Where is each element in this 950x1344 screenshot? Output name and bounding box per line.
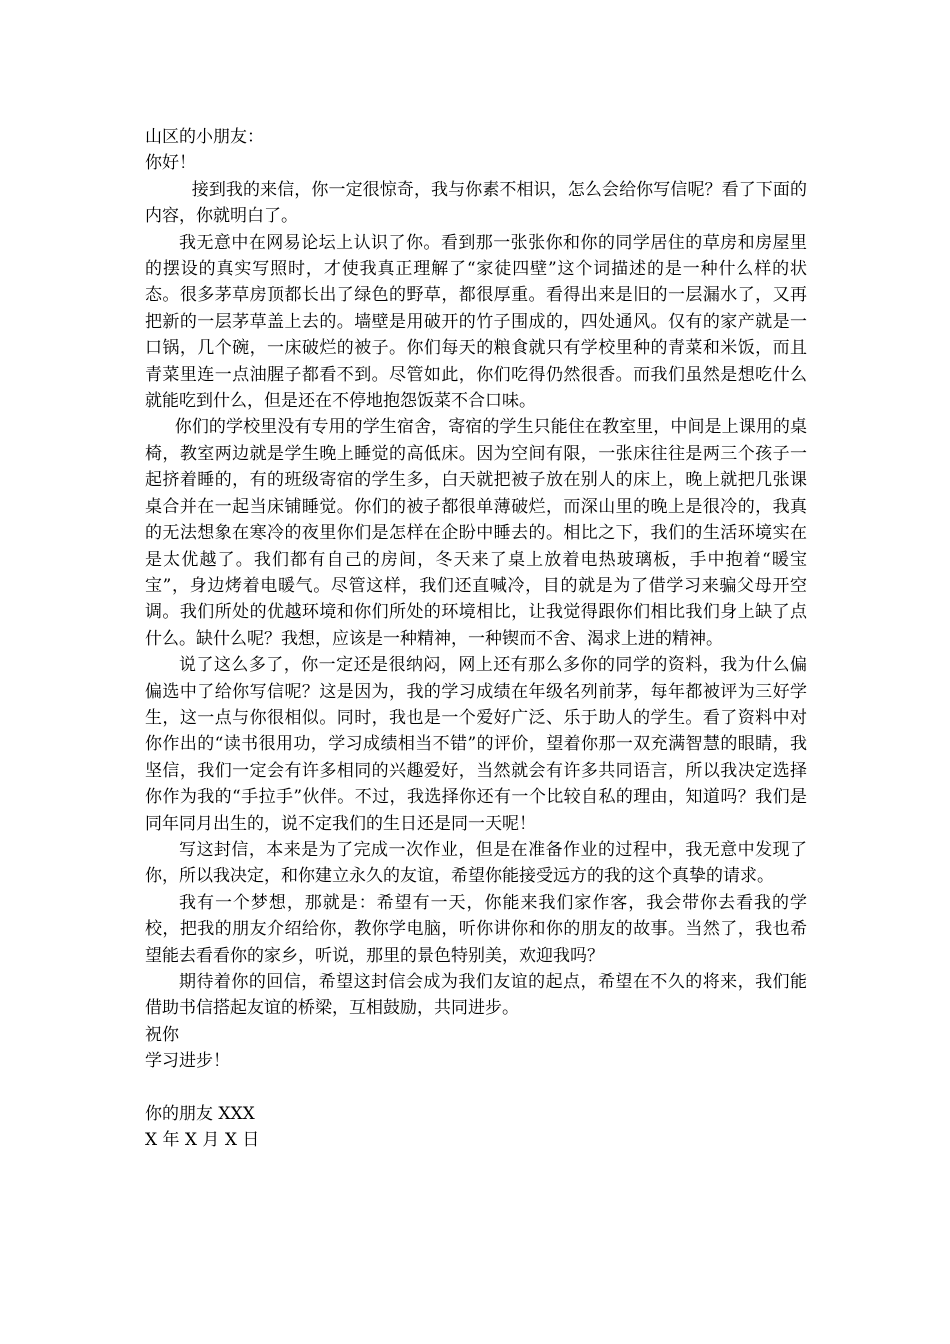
letter-body [145, 124, 807, 1154]
letter-paragraph-2: 我无意中在网易论坛上认识了你。看到那一张张你和你的同学居住的草房和房屋里的摆设的真实写照时，才使我真正理解了“家徒四壁”这个词描述的是一种什么样的状态。很多茅草房顶都长出了绿色的野草，都很厚重。看得出来是旧的一层漏水了，又再把新的一层茅草盖上去的。墙壁是用破开的竹子围成的，四处通风。仅有的家产就是一口锅，几个碗，一床破烂的被子。你们每天的粮食就只有学校里种的青菜和米饭，而且青菜里连一点油腥子都看不到。尽管如此，你们吃得仍然很香。而我们虽然是想吃什么就能吃到什么，但是还在不停地抱怨饭菜不合口味。 [145, 232, 807, 412]
letter-date: X 年 X 月 X 日 [145, 1130, 260, 1151]
letter-signature: 你的朋友 XXX [145, 1104, 255, 1125]
letter-paragraph-7: 期待着你的回信，希望这封信会成为我们友谊的起点，希望在不久的将来，我们能借助书信搭起友谊的桥梁，互相鼓励，共同进步。 [145, 972, 807, 1019]
letter-closing-blessing: 学习进步！ [145, 1051, 230, 1072]
letter-paragraph-3: 你们的学校里没有专用的学生宿舍，寄宿的学生只能住在教室里，中间是上课用的桌椅，教室两边就是学生晚上睡觉的高低床。因为空间有限，一张床往往是两三个孩子一起挤着睡的，有的班级寄宿的学生多，白天就把被子放在别人的床上，晚上就把几张课桌合并在一起当床铺睡觉。你们的被子都很单薄破烂，而深山里的晚上是很冷的，我真的无法想象在寒冷的夜里你们是怎样在企盼中睡去的。相比之下，我们的生活环境实在是太优越了。我们都有自己的房间，冬天来了桌上放着电热玻璃板，手中抱着“暖宝宝”，身边烤着电暖气。尽管这样，我们还直喊冷，目的就是为了借学习来骗父母开空调。我们所处的优越环境和你们所处的环境相比，让我觉得跟你们相比我们身上缺了点什么。缺什么呢？我想，应该是一种精神，一种锲而不舍、渴求上进的精神。 [145, 417, 807, 649]
letter-paragraph-6: 我有一个梦想，那就是：希望有一天，你能来我们家作客，我会带你去看我的学校，把我的朋友介绍给你，教你学电脑，听你讲你和你的朋友的故事。当然了，我也希望能去看看你的家乡，听说，那里的景色特别美，欢迎我吗？ [145, 892, 807, 966]
spacer [145, 1075, 807, 1101]
letter-salutation: 山区的小朋友： [145, 127, 264, 147]
letter-greeting: 你好！ [145, 153, 196, 174]
letter-paragraph-5: 写这封信，本来是为了完成一次作业，但是在准备作业的过程中，我无意中发现了你，所以我决定，和你建立永久的友谊，希望你能接受远方的我的这个真挚的请求。 [145, 839, 807, 887]
letter-paragraph-1: 接到我的来信，你一定很惊奇，我与你素不相识，怎么会给你写信呢？看了下面的内容，你就明白了。 [145, 179, 807, 227]
letter-closing-wish: 祝你 [145, 1024, 179, 1045]
letter-paragraph-4: 说了这么多了，你一定还是很纳闷，网上还有那么多你的同学的资料，我为什么偏偏选中了给你写信呢？这是因为，我的学习成绩在年级名列前茅，每年都被评为三好学生，这一点与你很相似。同时，我也是一个爱好广泛、乐于助人的学生。看了资料中对你作出的“读书很用功，学习成绩相当不错”的评价，望着你那一双充满智慧的眼睛，我坚信，我们一定会有许多相同的兴趣爱好，当然就会有许多共同语言，所以我决定选择你作为我的“手拉手”伙伴。不过，我选择你还有一个比较自私的理由，知道吗？我们是同年同月出生的，说不定我们的生日还是同一天呢！ [145, 655, 807, 834]
